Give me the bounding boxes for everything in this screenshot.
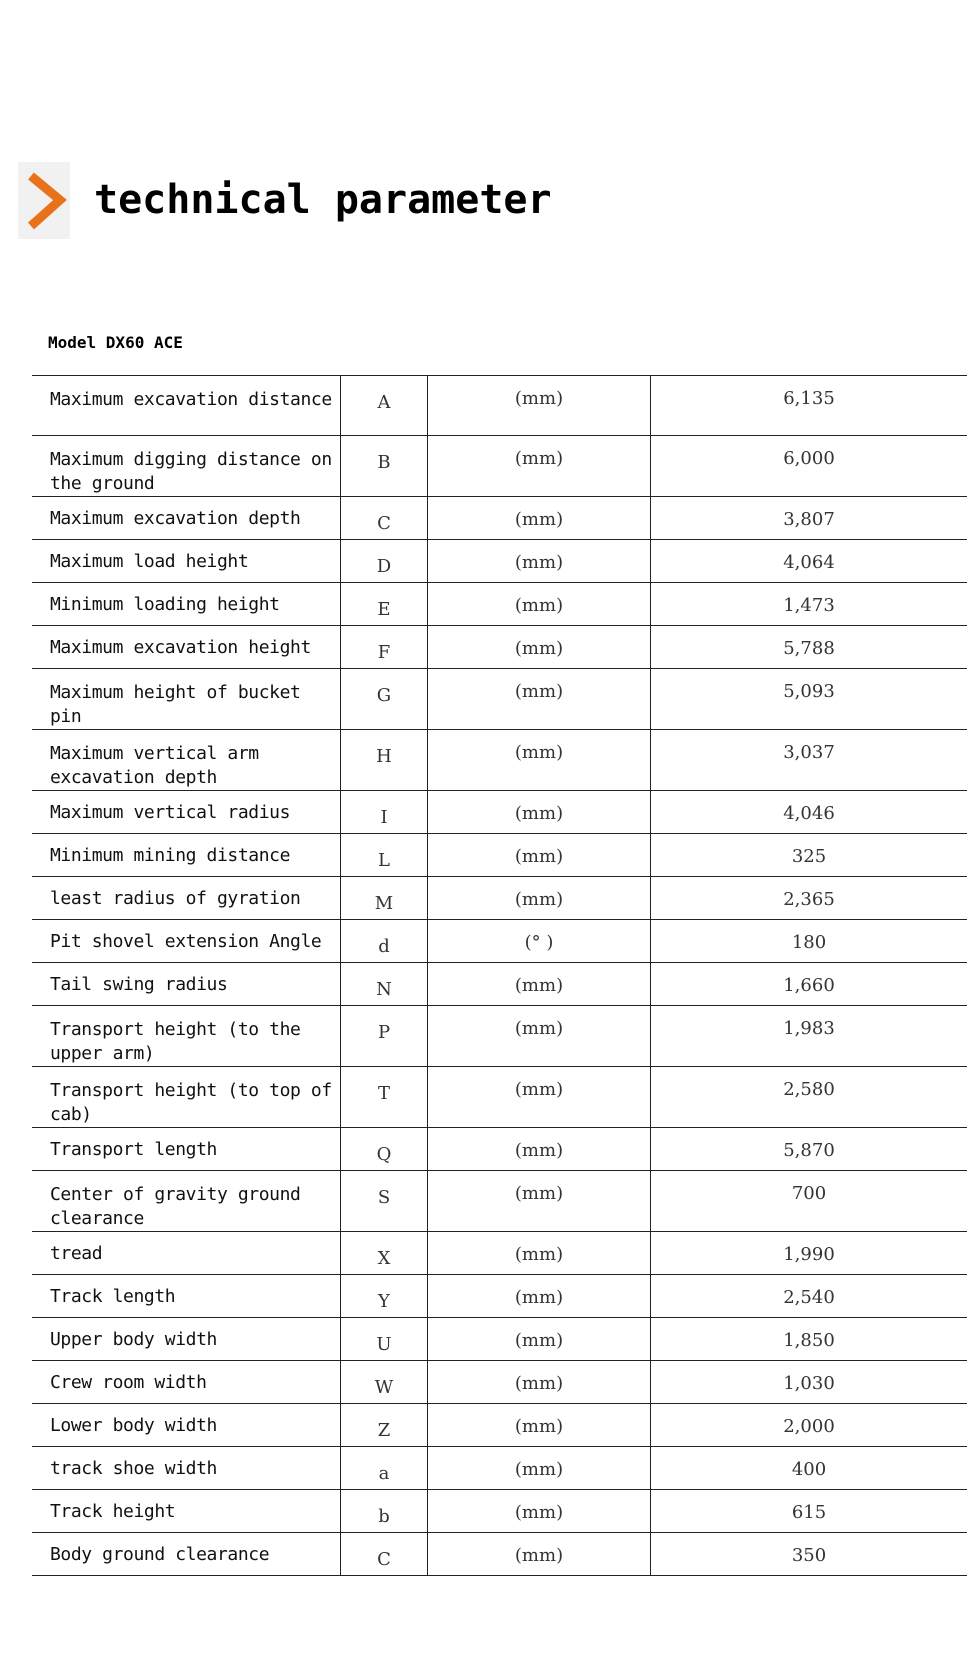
table-row xyxy=(32,920,967,963)
parameter-table xyxy=(32,375,967,1576)
param-unit: (mm) xyxy=(428,963,651,1006)
table-row xyxy=(32,1318,967,1361)
param-value: 5,870 xyxy=(783,1140,835,1161)
param-name: Maximum excavation height xyxy=(32,626,341,669)
param-unit: (mm) xyxy=(428,376,651,436)
param-unit: (mm) xyxy=(428,1533,651,1576)
param-value: 1,660 xyxy=(783,975,835,996)
param-code: W xyxy=(341,1361,428,1404)
param-name: Minimum mining distance xyxy=(32,834,341,877)
param-name: Pit shovel extension Angle xyxy=(32,920,341,963)
param-value: 325 xyxy=(791,846,827,867)
param-name: Maximum height of bucket pin xyxy=(32,669,341,730)
table-row xyxy=(32,1361,967,1404)
table-row xyxy=(32,1067,967,1128)
param-name: Upper body width xyxy=(32,1318,341,1361)
table-row xyxy=(32,626,967,669)
param-unit: (mm) xyxy=(428,1318,651,1361)
param-code: a xyxy=(341,1447,428,1490)
param-unit: (mm) xyxy=(428,669,651,730)
table-row xyxy=(32,1275,967,1318)
param-code: A xyxy=(341,376,428,436)
table-row xyxy=(32,1533,967,1576)
param-value: 400 xyxy=(791,1459,827,1480)
param-name: tread xyxy=(32,1232,341,1275)
param-name: least radius of gyration xyxy=(32,877,341,920)
table-row xyxy=(32,1171,967,1232)
table-row xyxy=(32,791,967,834)
table-row xyxy=(32,497,967,540)
param-value: 1,850 xyxy=(783,1330,835,1351)
param-value: 700 xyxy=(791,1183,827,1204)
param-value: 1,983 xyxy=(783,1018,835,1039)
param-unit: (mm) xyxy=(428,1171,651,1232)
param-value: 2,000 xyxy=(783,1416,835,1437)
table-row xyxy=(32,877,967,920)
param-unit: (mm) xyxy=(428,1006,651,1067)
param-unit: (mm) xyxy=(428,1275,651,1318)
param-value: 615 xyxy=(791,1502,827,1523)
param-name: Maximum excavation depth xyxy=(32,497,341,540)
table-row xyxy=(32,1006,967,1067)
param-name: Track height xyxy=(32,1490,341,1533)
param-unit: (mm) xyxy=(428,877,651,920)
table-row xyxy=(32,436,967,497)
param-code: S xyxy=(341,1171,428,1232)
param-value: 6,000 xyxy=(783,448,835,469)
param-name: Lower body width xyxy=(32,1404,341,1447)
param-code: b xyxy=(341,1490,428,1533)
param-unit: (° ) xyxy=(428,920,651,963)
param-code: B xyxy=(341,436,428,497)
table-row xyxy=(32,669,967,730)
param-code: I xyxy=(341,791,428,834)
param-value: 4,064 xyxy=(783,552,835,573)
param-value: 1,473 xyxy=(783,595,835,616)
param-value: 180 xyxy=(791,932,827,953)
param-name: Tail swing radius xyxy=(32,963,341,1006)
param-unit: (mm) xyxy=(428,1361,651,1404)
orange-chevron-icon xyxy=(18,162,70,239)
param-code: M xyxy=(341,877,428,920)
param-name: Body ground clearance xyxy=(32,1533,341,1576)
model-label: Model DX60 ACE xyxy=(48,333,183,352)
param-unit: (mm) xyxy=(428,1128,651,1171)
param-code: N xyxy=(341,963,428,1006)
param-code: L xyxy=(341,834,428,877)
param-code: P xyxy=(341,1006,428,1067)
param-code: d xyxy=(341,920,428,963)
param-code: G xyxy=(341,669,428,730)
param-unit: (mm) xyxy=(428,540,651,583)
table-row xyxy=(32,540,967,583)
param-code: X xyxy=(341,1232,428,1275)
param-name: Center of gravity ground clearance xyxy=(32,1171,341,1232)
param-value: 1,990 xyxy=(783,1244,835,1265)
page-title: technical parameter xyxy=(94,177,552,223)
param-unit: (mm) xyxy=(428,791,651,834)
table-row xyxy=(32,1447,967,1490)
param-name: Maximum load height xyxy=(32,540,341,583)
table-row xyxy=(32,1128,967,1171)
param-value: 4,046 xyxy=(783,803,835,824)
table-row xyxy=(32,963,967,1006)
table-row xyxy=(32,730,967,791)
table-row xyxy=(32,834,967,877)
param-value: 3,037 xyxy=(783,742,835,763)
param-code: F xyxy=(341,626,428,669)
page-header xyxy=(18,160,552,240)
table-row xyxy=(32,1232,967,1275)
param-name: Minimum loading height xyxy=(32,583,341,626)
param-value: 2,365 xyxy=(783,889,835,910)
param-code: C xyxy=(341,1533,428,1576)
param-code: E xyxy=(341,583,428,626)
param-value: 5,788 xyxy=(783,638,835,659)
param-unit: (mm) xyxy=(428,583,651,626)
param-code: Z xyxy=(341,1404,428,1447)
param-code: C xyxy=(341,497,428,540)
param-unit: (mm) xyxy=(428,1232,651,1275)
param-value: 350 xyxy=(791,1545,827,1566)
param-unit: (mm) xyxy=(428,436,651,497)
param-code: U xyxy=(341,1318,428,1361)
param-value: 3,807 xyxy=(783,509,835,530)
param-unit: (mm) xyxy=(428,1067,651,1128)
param-value: 1,030 xyxy=(783,1373,835,1394)
param-name: Maximum vertical arm excavation depth xyxy=(32,730,341,791)
param-code: Y xyxy=(341,1275,428,1318)
table-row xyxy=(32,376,967,436)
param-name: Transport length xyxy=(32,1128,341,1171)
param-code: H xyxy=(341,730,428,791)
param-value: 2,580 xyxy=(783,1079,835,1100)
param-code: T xyxy=(341,1067,428,1128)
param-value: 2,540 xyxy=(783,1287,835,1308)
param-unit: (mm) xyxy=(428,834,651,877)
param-unit: (mm) xyxy=(428,497,651,540)
param-name: Transport height (to top of cab) xyxy=(32,1067,341,1128)
param-name: Crew room width xyxy=(32,1361,341,1404)
param-name: Maximum digging distance on the ground xyxy=(32,436,341,497)
param-name: track shoe width xyxy=(32,1447,341,1490)
param-unit: (mm) xyxy=(428,626,651,669)
param-value: 6,135 xyxy=(783,388,835,409)
table-row xyxy=(32,1490,967,1533)
param-unit: (mm) xyxy=(428,1490,651,1533)
table-row xyxy=(32,1404,967,1447)
param-value: 5,093 xyxy=(783,681,835,702)
table-row xyxy=(32,583,967,626)
param-name: Track length xyxy=(32,1275,341,1318)
param-code: Q xyxy=(341,1128,428,1171)
param-name: Transport height (to the upper arm) xyxy=(32,1006,341,1067)
param-unit: (mm) xyxy=(428,1404,651,1447)
param-unit: (mm) xyxy=(428,1447,651,1490)
param-code: D xyxy=(341,540,428,583)
param-name: Maximum vertical radius xyxy=(32,791,341,834)
param-unit: (mm) xyxy=(428,730,651,791)
param-name: Maximum excavation distance xyxy=(32,376,341,436)
